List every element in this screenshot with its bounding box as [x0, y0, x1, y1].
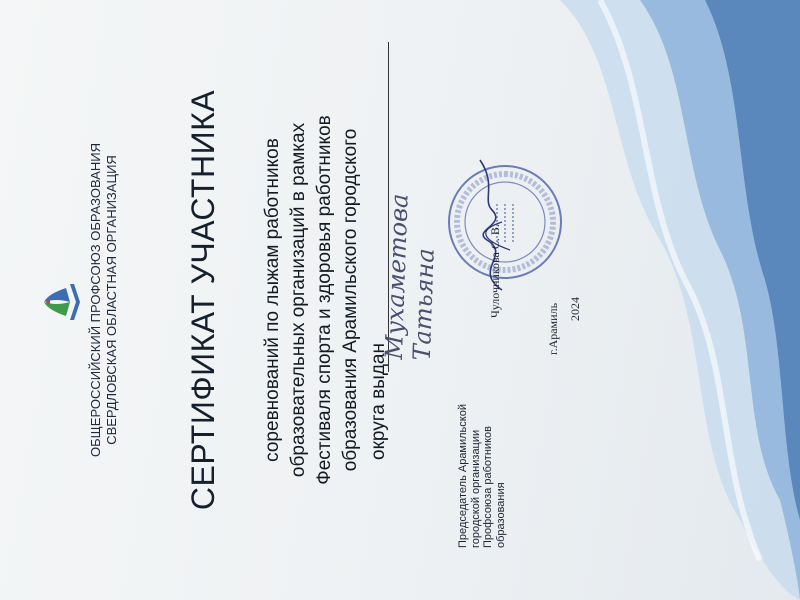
- issued-label: округа выдан: [368, 343, 389, 460]
- city: г.Арамиль: [546, 302, 560, 355]
- organization-name-line2: СВЕРДЛОВСКАЯ ОБЛАСТНАЯ ОРГАНИЗАЦИЯ: [104, 155, 119, 445]
- year: 2024: [568, 297, 582, 321]
- chair-title-line: Профсоюза работников: [482, 426, 494, 548]
- chair-title: [457, 404, 507, 548]
- certificate-title: СЕРТИФИКАТ УЧАСТНИКА: [185, 89, 221, 511]
- body-line-2: образовательных организаций в рамках: [288, 122, 309, 478]
- organization-name-line1: ОБЩЕРОССИЙСКИЙ ПРОФСОЮЗ ОБРАЗОВАНИЯ: [88, 142, 103, 458]
- body-line-4: образования Арамильского городского: [340, 128, 361, 472]
- recipient-name: Мухаметова Татьяна: [379, 193, 440, 361]
- signer-name: Чулочникова С. В.: [488, 224, 502, 318]
- body-line-1: соревнований по лыжам работников: [262, 138, 283, 462]
- chair-title-line: городской организации: [469, 429, 482, 548]
- chair-title-line: Председатель Арамильской: [457, 404, 469, 548]
- chair-title-line: образования: [494, 482, 507, 548]
- union-logo-icon: [40, 280, 80, 324]
- body-line-3: Фестиваля спорта и здоровья работников: [314, 115, 335, 485]
